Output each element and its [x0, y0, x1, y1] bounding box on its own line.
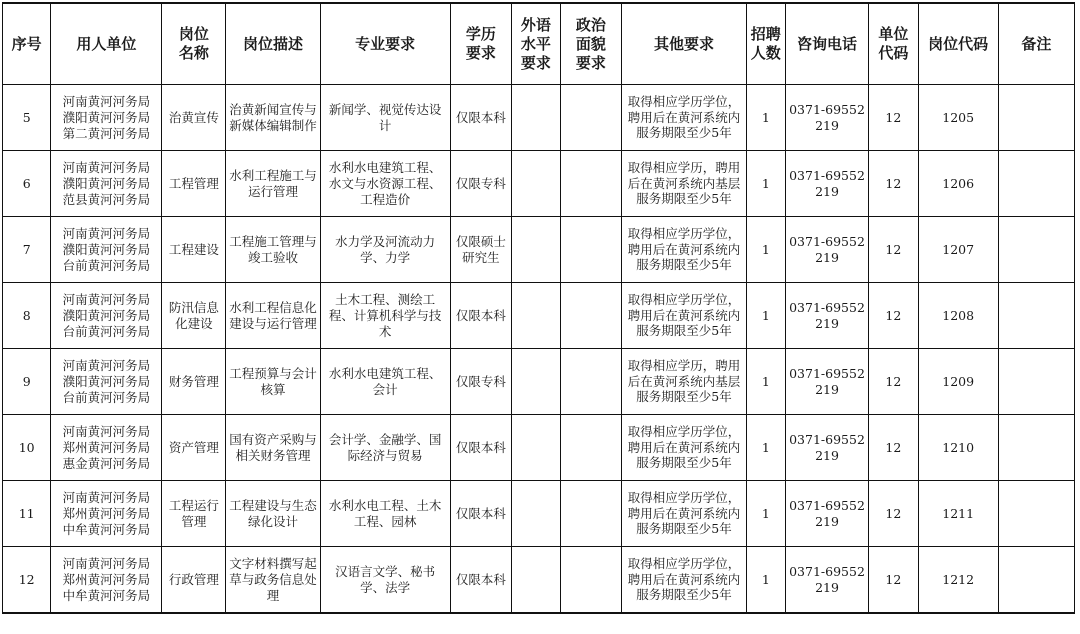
- cell-lang: [512, 481, 560, 547]
- cell-political: [560, 151, 622, 217]
- cell-no: 5: [3, 85, 51, 151]
- cell-phone: 0371-69552219: [785, 415, 868, 481]
- cell-post-code: 1206: [918, 151, 998, 217]
- cell-count: 1: [746, 547, 785, 614]
- cell-unit-code: 12: [869, 415, 918, 481]
- cell-note: [998, 547, 1074, 614]
- cell-employer: 河南黄河河务局 濮阳黄河河务局 台前黄河河务局: [51, 217, 162, 283]
- cell-note: [998, 151, 1074, 217]
- table-row: [3, 85, 1075, 151]
- cell-phone: 0371-69552219: [785, 151, 868, 217]
- cell-desc: 工程施工管理与竣工验收: [226, 217, 321, 283]
- cell-note: [998, 283, 1074, 349]
- cell-note: [998, 481, 1074, 547]
- cell-phone: 0371-69552219: [785, 283, 868, 349]
- table-row: [3, 547, 1075, 614]
- cell-employer: 河南黄河河务局 郑州黄河河务局 中牟黄河河务局: [51, 547, 162, 614]
- cell-phone: 0371-69552219: [785, 349, 868, 415]
- header-cell-other: 其他要求: [622, 3, 746, 85]
- cell-employer: 河南黄河河务局 郑州黄河河务局 惠金黄河河务局: [51, 415, 162, 481]
- cell-lang: [512, 283, 560, 349]
- cell-count: 1: [746, 349, 785, 415]
- header-cell-note: 备注: [998, 3, 1074, 85]
- table-row: [3, 283, 1075, 349]
- cell-phone: 0371-69552219: [785, 481, 868, 547]
- cell-no: 8: [3, 283, 51, 349]
- cell-unit-code: 12: [869, 151, 918, 217]
- header-row: [3, 3, 1075, 85]
- cell-major: 水利水电工程、土木工程、园林: [320, 481, 450, 547]
- cell-phone: 0371-69552219: [785, 547, 868, 614]
- cell-post-code: 1207: [918, 217, 998, 283]
- cell-post: 资产管理: [162, 415, 226, 481]
- cell-desc: 水利工程信息化建设与运行管理: [226, 283, 321, 349]
- cell-major: 会计学、金融学、国际经济与贸易: [320, 415, 450, 481]
- cell-major: 水利水电建筑工程、会计: [320, 349, 450, 415]
- cell-post: 工程管理: [162, 151, 226, 217]
- header-cell-desc: 岗位描述: [226, 3, 321, 85]
- cell-political: [560, 415, 622, 481]
- cell-lang: [512, 217, 560, 283]
- cell-political: [560, 349, 622, 415]
- cell-unit-code: 12: [869, 85, 918, 151]
- cell-post-code: 1211: [918, 481, 998, 547]
- cell-desc: 文字材料撰写起草与政务信息处理: [226, 547, 321, 614]
- cell-edu: 仅限本科: [450, 85, 512, 151]
- cell-count: 1: [746, 217, 785, 283]
- cell-unit-code: 12: [869, 349, 918, 415]
- cell-no: 10: [3, 415, 51, 481]
- header-cell-lang: 外语 水平 要求: [512, 3, 560, 85]
- cell-note: [998, 415, 1074, 481]
- cell-political: [560, 283, 622, 349]
- cell-post: 工程建设: [162, 217, 226, 283]
- cell-edu: 仅限本科: [450, 481, 512, 547]
- cell-lang: [512, 151, 560, 217]
- cell-post-code: 1210: [918, 415, 998, 481]
- cell-other: 取得相应学历学位，聘用后在黄河系统内服务期限至少5年: [622, 415, 746, 481]
- cell-unit-code: 12: [869, 217, 918, 283]
- cell-other: 取得相应学历，聘用后在黄河系统内基层服务期限至少5年: [622, 151, 746, 217]
- recruitment-table: [2, 2, 1075, 614]
- cell-major: 水力学及河流动力学、力学: [320, 217, 450, 283]
- cell-desc: 国有资产采购与相关财务管理: [226, 415, 321, 481]
- cell-post-code: 1205: [918, 85, 998, 151]
- cell-employer: 河南黄河河务局 濮阳黄河河务局 第二黄河河务局: [51, 85, 162, 151]
- cell-employer: 河南黄河河务局 濮阳黄河河务局 范县黄河河务局: [51, 151, 162, 217]
- cell-edu: 仅限硕士研究生: [450, 217, 512, 283]
- cell-count: 1: [746, 85, 785, 151]
- cell-phone: 0371-69552219: [785, 217, 868, 283]
- cell-major: 土木工程、测绘工程、计算机科学与技术: [320, 283, 450, 349]
- header-cell-post-code: 岗位代码: [918, 3, 998, 85]
- cell-desc: 工程预算与会计核算: [226, 349, 321, 415]
- cell-political: [560, 481, 622, 547]
- cell-political: [560, 547, 622, 614]
- recruitment-table-container: [2, 2, 1075, 614]
- cell-count: 1: [746, 151, 785, 217]
- cell-other: 取得相应学历学位，聘用后在黄河系统内服务期限至少5年: [622, 481, 746, 547]
- header-cell-political: 政治 面貌 要求: [560, 3, 622, 85]
- table-row: [3, 349, 1075, 415]
- cell-post-code: 1212: [918, 547, 998, 614]
- cell-desc: 工程建设与生态绿化设计: [226, 481, 321, 547]
- cell-count: 1: [746, 481, 785, 547]
- cell-other: 取得相应学历学位，聘用后在黄河系统内服务期限至少5年: [622, 217, 746, 283]
- cell-lang: [512, 349, 560, 415]
- cell-lang: [512, 85, 560, 151]
- cell-edu: 仅限本科: [450, 547, 512, 614]
- cell-post: 治黄宣传: [162, 85, 226, 151]
- cell-post: 防汛信息化建设: [162, 283, 226, 349]
- header-cell-unit-code: 单位 代码: [869, 3, 918, 85]
- cell-count: 1: [746, 415, 785, 481]
- cell-employer: 河南黄河河务局 郑州黄河河务局 中牟黄河河务局: [51, 481, 162, 547]
- cell-employer: 河南黄河河务局 濮阳黄河河务局 台前黄河河务局: [51, 283, 162, 349]
- cell-note: [998, 85, 1074, 151]
- cell-desc: 水利工程施工与运行管理: [226, 151, 321, 217]
- cell-lang: [512, 415, 560, 481]
- cell-no: 6: [3, 151, 51, 217]
- cell-political: [560, 217, 622, 283]
- cell-no: 9: [3, 349, 51, 415]
- cell-unit-code: 12: [869, 481, 918, 547]
- table-row: [3, 217, 1075, 283]
- cell-major: 汉语言文学、秘书学、法学: [320, 547, 450, 614]
- header-cell-edu: 学历 要求: [450, 3, 512, 85]
- cell-unit-code: 12: [869, 547, 918, 614]
- cell-edu: 仅限专科: [450, 349, 512, 415]
- header-cell-employer: 用人单位: [51, 3, 162, 85]
- cell-edu: 仅限专科: [450, 151, 512, 217]
- header-cell-major: 专业要求: [320, 3, 450, 85]
- cell-post: 工程运行管理: [162, 481, 226, 547]
- cell-post-code: 1208: [918, 283, 998, 349]
- cell-desc: 治黄新闻宣传与新媒体编辑制作: [226, 85, 321, 151]
- table-row: [3, 415, 1075, 481]
- cell-phone: 0371-69552219: [785, 85, 868, 151]
- cell-other: 取得相应学历学位，聘用后在黄河系统内服务期限至少5年: [622, 547, 746, 614]
- cell-edu: 仅限本科: [450, 415, 512, 481]
- cell-no: 7: [3, 217, 51, 283]
- cell-employer: 河南黄河河务局 濮阳黄河河务局 台前黄河河务局: [51, 349, 162, 415]
- cell-other: 取得相应学历，聘用后在黄河系统内基层服务期限至少5年: [622, 349, 746, 415]
- cell-other: 取得相应学历学位，聘用后在黄河系统内服务期限至少5年: [622, 85, 746, 151]
- cell-note: [998, 217, 1074, 283]
- cell-no: 12: [3, 547, 51, 614]
- cell-lang: [512, 547, 560, 614]
- cell-post-code: 1209: [918, 349, 998, 415]
- cell-post: 财务管理: [162, 349, 226, 415]
- table-row: [3, 151, 1075, 217]
- table-row: [3, 481, 1075, 547]
- cell-political: [560, 85, 622, 151]
- cell-major: 新闻学、视觉传达设计: [320, 85, 450, 151]
- header-cell-post: 岗位 名称: [162, 3, 226, 85]
- cell-major: 水利水电建筑工程、水文与水资源工程、工程造价: [320, 151, 450, 217]
- cell-note: [998, 349, 1074, 415]
- header-cell-no: 序号: [3, 3, 51, 85]
- cell-post: 行政管理: [162, 547, 226, 614]
- cell-edu: 仅限本科: [450, 283, 512, 349]
- header-cell-phone: 咨询电话: [785, 3, 868, 85]
- header-cell-count: 招聘 人数: [746, 3, 785, 85]
- cell-no: 11: [3, 481, 51, 547]
- cell-other: 取得相应学历学位，聘用后在黄河系统内服务期限至少5年: [622, 283, 746, 349]
- cell-unit-code: 12: [869, 283, 918, 349]
- cell-count: 1: [746, 283, 785, 349]
